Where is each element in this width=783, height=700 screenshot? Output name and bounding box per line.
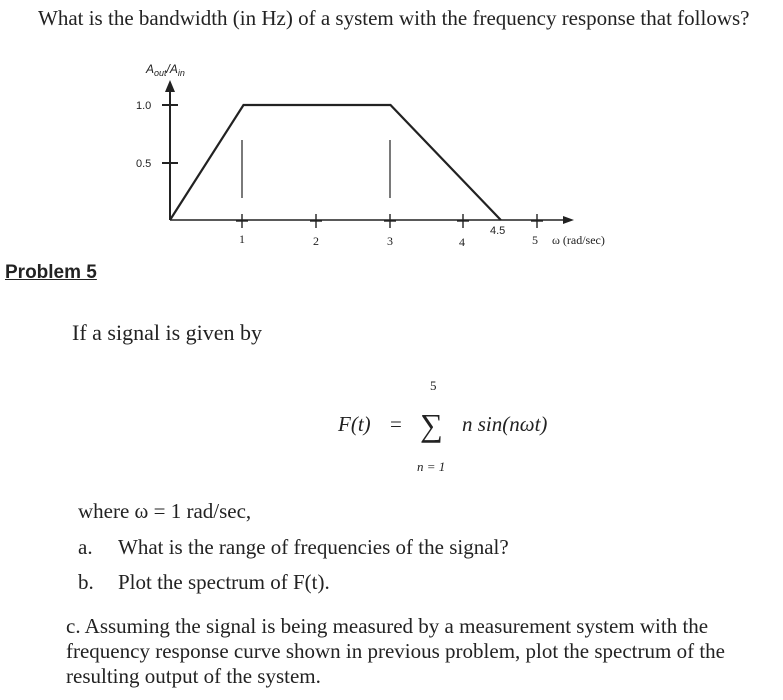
equation-equals: = (390, 412, 402, 436)
x-tick-label-3: 3 (387, 234, 393, 248)
frequency-response-figure (0, 0, 783, 260)
item-a-text: What is the range of frequencies of the signal? (118, 535, 509, 559)
y-tick-label-1-0: 1.0 (136, 100, 152, 112)
x-tick-label-2: 2 (313, 234, 319, 248)
x-tick-label-1: 1 (239, 232, 245, 246)
x-axis-label: ω (rad/sec) (552, 233, 605, 247)
x-tick-label-4-5: 4.5 (490, 225, 506, 237)
summation-equation (0, 370, 783, 480)
question-item-b (78, 570, 330, 595)
equation-summand: n sin(nωt) (462, 412, 548, 436)
equation-lower-limit: n = 1 (417, 459, 446, 474)
equation-upper-limit: 5 (430, 378, 437, 393)
y-axis-arrowhead (165, 80, 175, 92)
item-a-marker: a. (78, 535, 93, 559)
x-tick-label-5: 5 (532, 233, 538, 247)
question-text: What is the bandwidth (in Hz) of a system with the frequency response that follows? (38, 6, 750, 30)
question-item-c: c. Assuming the signal is being measured by a measurement system with the frequency response curve shown in previous problem, plot the spectrum of the resulting output of the system. (66, 614, 725, 688)
frequency-response-curve (170, 105, 501, 220)
equation-lhs: F(t) (338, 412, 371, 436)
problem-heading: Problem 5 (5, 262, 97, 283)
intro-text: If a signal is given by (72, 320, 263, 345)
question-item-a (78, 535, 509, 560)
where-line: where ω = 1 rad/sec, (78, 499, 252, 523)
item-b-text: Plot the spectrum of F(t). (118, 570, 330, 594)
y-tick-label-0-5: 0.5 (136, 158, 152, 170)
item-b-marker: b. (78, 570, 94, 594)
x-axis-arrowhead (563, 216, 574, 224)
sigma-icon: ∑ (420, 407, 443, 443)
y-axis-label: $A_{out}/A_{in}$ (146, 62, 185, 78)
x-tick-label-4: 4 (459, 235, 465, 249)
